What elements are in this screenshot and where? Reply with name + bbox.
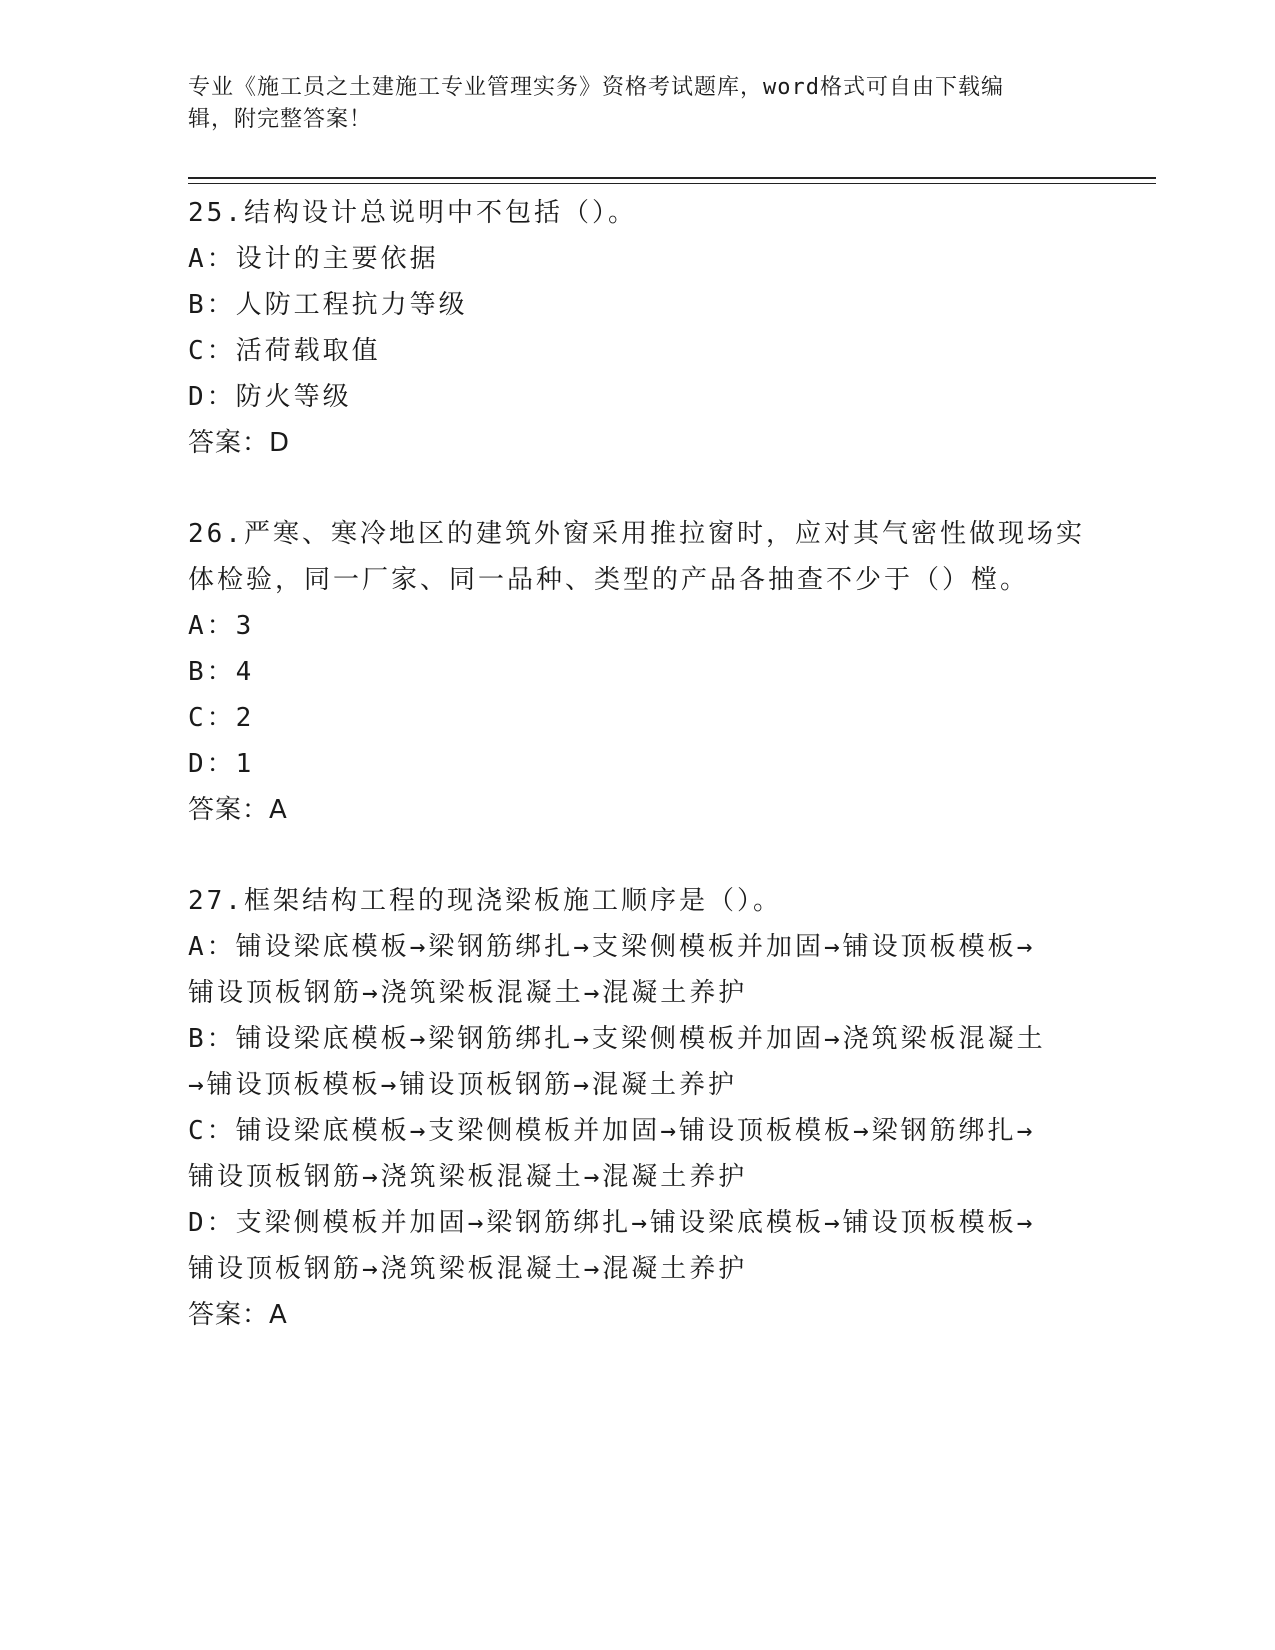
answer-label: 答案： bbox=[188, 795, 270, 825]
option-d: D：支梁侧模板并加固→梁钢筋绑扎→铺设梁底模板→铺设顶板模板→ bbox=[188, 1208, 1036, 1238]
option-a-continued: 铺设顶板钢筋→浇筑梁板混凝土→混凝土养护 bbox=[188, 978, 748, 1008]
question-list bbox=[188, 190, 1088, 1383]
answer-label: 答案： bbox=[188, 428, 270, 458]
question-item bbox=[188, 511, 1088, 833]
header-divider bbox=[188, 177, 1156, 179]
option-b: B：人防工程抗力等级 bbox=[188, 290, 468, 320]
option-d: D：1 bbox=[188, 749, 255, 779]
question-text-continued: 体检验，同一厂家、同一品种、类型的产品各抽查不少于（）樘。 bbox=[188, 565, 1030, 595]
option-a: A：铺设梁底模板→梁钢筋绑扎→支梁侧模板并加固→铺设顶板模板→ bbox=[188, 932, 1036, 962]
option-b: B：4 bbox=[188, 657, 255, 687]
answer-line bbox=[188, 1292, 1088, 1338]
option-c: C：活荷载取值 bbox=[188, 336, 381, 366]
option-d: D：防火等级 bbox=[188, 382, 352, 412]
option-c: C：2 bbox=[188, 703, 255, 733]
option-c: C：铺设梁底模板→支梁侧模板并加固→铺设顶板模板→梁钢筋绑扎→ bbox=[188, 1116, 1036, 1146]
answer-value: A bbox=[269, 1300, 288, 1330]
option-a: A：3 bbox=[188, 611, 255, 641]
header-line: 专业《施工员之土建施工专业管理实务》资格考试题库，word格式可自由下载编 bbox=[188, 75, 1004, 100]
option-c-continued: 铺设顶板钢筋→浇筑梁板混凝土→混凝土养护 bbox=[188, 1162, 748, 1192]
header-divider-thin bbox=[188, 183, 1156, 184]
answer-line bbox=[188, 787, 1088, 833]
header-line: 辑，附完整答案！ bbox=[188, 107, 373, 132]
question-text: 25.结构设计总说明中不包括（）。 bbox=[188, 198, 637, 228]
question-item bbox=[188, 878, 1088, 1338]
question-item bbox=[188, 190, 1088, 466]
answer-value: D bbox=[269, 428, 291, 458]
answer-label: 答案： bbox=[188, 1300, 270, 1330]
answer-line bbox=[188, 420, 1088, 466]
option-b: B：铺设梁底模板→梁钢筋绑扎→支梁侧模板并加固→浇筑梁板混凝土 bbox=[188, 1024, 1046, 1054]
option-d-continued: 铺设顶板钢筋→浇筑梁板混凝土→混凝土养护 bbox=[188, 1254, 748, 1284]
answer-value: A bbox=[269, 795, 288, 825]
question-text: 27.框架结构工程的现浇梁板施工顺序是（）。 bbox=[188, 886, 782, 916]
question-text: 26.严寒、寒冷地区的建筑外窗采用推拉窗时，应对其气密性做现场实 bbox=[188, 519, 1085, 549]
option-a: A：设计的主要依据 bbox=[188, 244, 439, 274]
option-b-continued: →铺设顶板模板→铺设顶板钢筋→混凝土养护 bbox=[188, 1070, 737, 1100]
document-header bbox=[188, 72, 1068, 136]
